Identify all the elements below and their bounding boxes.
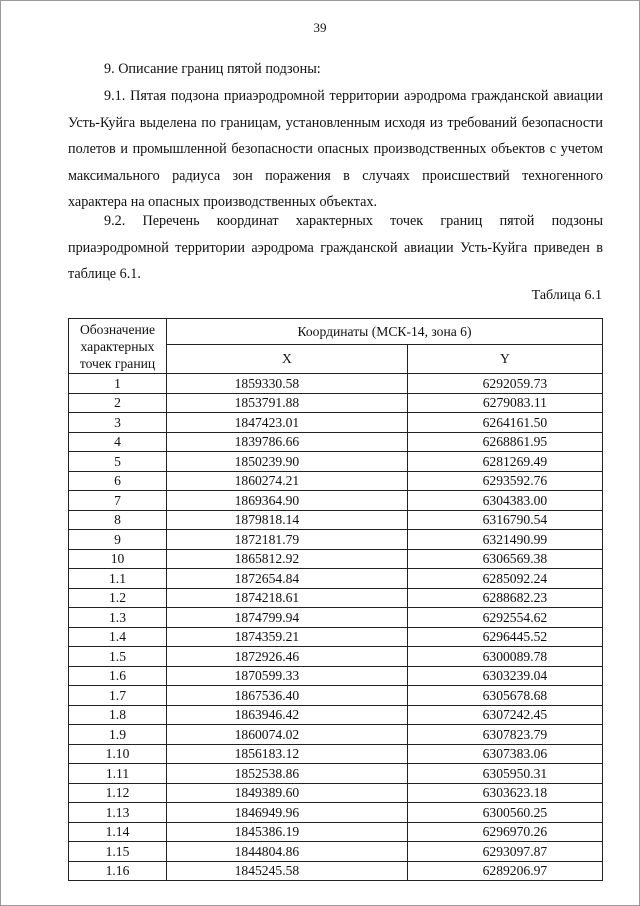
cell-x: 1860274.21	[167, 471, 408, 491]
cell-y: 6279083.11	[407, 393, 602, 413]
cell-x: 1859330.58	[167, 374, 408, 394]
table-row	[69, 510, 603, 530]
cell-x: 1874799.94	[167, 608, 408, 628]
cell-y: 6321490.99	[407, 530, 602, 550]
cell-x: 1849389.60	[167, 783, 408, 803]
cell-point: 1.9	[69, 725, 167, 745]
cell-y: 6305678.68	[407, 686, 602, 706]
cell-point: 1.7	[69, 686, 167, 706]
table-row	[69, 861, 603, 881]
cell-point: 8	[69, 510, 167, 530]
cell-x: 1852538.86	[167, 764, 408, 784]
cell-y: 6296970.26	[407, 822, 602, 842]
cell-x: 1846949.96	[167, 803, 408, 823]
cell-x: 1856183.12	[167, 744, 408, 764]
cell-x: 1839786.66	[167, 432, 408, 452]
cell-point: 1.16	[69, 861, 167, 881]
cell-y: 6288682.23	[407, 588, 602, 608]
cell-y: 6307242.45	[407, 705, 602, 725]
cell-x: 1870599.33	[167, 666, 408, 686]
table-row	[69, 588, 603, 608]
cell-point: 1.2	[69, 588, 167, 608]
cell-point: 5	[69, 452, 167, 472]
cell-y: 6303239.04	[407, 666, 602, 686]
header-x: X	[167, 345, 408, 374]
section-heading: 9. Описание границ пятой подзоны:	[104, 61, 321, 77]
cell-point: 1.14	[69, 822, 167, 842]
cell-point: 3	[69, 413, 167, 433]
table-row	[69, 393, 603, 413]
table-row	[69, 491, 603, 511]
cell-y: 6303623.18	[407, 783, 602, 803]
cell-x: 1863946.42	[167, 705, 408, 725]
cell-y: 6307823.79	[407, 725, 602, 745]
paragraph-9-2: 9.2. Перечень координат характерных точек границ пятой подзоны приаэродромной территории аэродрома гражданской авиации Усть-Куйга приведен в таблице 6.1.	[68, 213, 603, 282]
cell-x: 1872926.46	[167, 647, 408, 667]
cell-point: 1.15	[69, 842, 167, 862]
cell-point: 1	[69, 374, 167, 394]
cell-y: 6296445.52	[407, 627, 602, 647]
table-row	[69, 725, 603, 745]
cell-point: 4	[69, 432, 167, 452]
cell-x: 1845245.58	[167, 861, 408, 881]
cell-point: 1.6	[69, 666, 167, 686]
table-row	[69, 413, 603, 433]
cell-x: 1850239.90	[167, 452, 408, 472]
cell-point: 6	[69, 471, 167, 491]
table-row	[69, 569, 603, 589]
cell-point: 1.10	[69, 744, 167, 764]
table-row	[69, 530, 603, 550]
cell-y: 6316790.54	[407, 510, 602, 530]
cell-y: 6264161.50	[407, 413, 602, 433]
cell-x: 1874359.21	[167, 627, 408, 647]
table-row	[69, 608, 603, 628]
table-row	[69, 627, 603, 647]
cell-x: 1860074.02	[167, 725, 408, 745]
cell-y: 6289206.97	[407, 861, 602, 881]
table-row	[69, 842, 603, 862]
cell-x: 1879818.14	[167, 510, 408, 530]
cell-y: 6281269.49	[407, 452, 602, 472]
table-row	[69, 374, 603, 394]
table-row	[69, 432, 603, 452]
cell-y: 6292059.73	[407, 374, 602, 394]
cell-y: 6305950.31	[407, 764, 602, 784]
cell-x: 1872181.79	[167, 530, 408, 550]
table-caption: Таблица 6.1	[531, 288, 602, 303]
table-row	[69, 686, 603, 706]
header-y: Y	[407, 345, 602, 374]
page-number: 39	[313, 20, 327, 35]
cell-y: 6307383.06	[407, 744, 602, 764]
cell-y: 6300089.78	[407, 647, 602, 667]
header-coordinates: Координаты (МСК-14, зона 6)	[167, 319, 603, 345]
cell-point: 10	[69, 549, 167, 569]
cell-x: 1844804.86	[167, 842, 408, 862]
table-row	[69, 822, 603, 842]
coordinates-table	[68, 318, 603, 881]
cell-x: 1869364.90	[167, 491, 408, 511]
table-row	[69, 783, 603, 803]
cell-point: 1.11	[69, 764, 167, 784]
table-row	[69, 452, 603, 472]
cell-y: 6293592.76	[407, 471, 602, 491]
cell-point: 1.3	[69, 608, 167, 628]
cell-x: 1845386.19	[167, 822, 408, 842]
cell-x: 1872654.84	[167, 569, 408, 589]
cell-x: 1847423.01	[167, 413, 408, 433]
table-body	[69, 374, 603, 881]
table-row	[69, 705, 603, 725]
cell-x: 1874218.61	[167, 588, 408, 608]
table-row	[69, 666, 603, 686]
cell-y: 6300560.25	[407, 803, 602, 823]
cell-point: 1.5	[69, 647, 167, 667]
cell-point: 1.1	[69, 569, 167, 589]
header-points: Обозначение характерных точек границ	[69, 319, 167, 374]
table-row	[69, 549, 603, 569]
table-row	[69, 764, 603, 784]
cell-y: 6268861.95	[407, 432, 602, 452]
cell-x: 1865812.92	[167, 549, 408, 569]
table-row	[69, 744, 603, 764]
cell-point: 2	[69, 393, 167, 413]
table-row	[69, 647, 603, 667]
cell-y: 6304383.00	[407, 491, 602, 511]
cell-point: 9	[69, 530, 167, 550]
cell-y: 6292554.62	[407, 608, 602, 628]
cell-point: 7	[69, 491, 167, 511]
cell-point: 1.8	[69, 705, 167, 725]
cell-y: 6285092.24	[407, 569, 602, 589]
cell-x: 1853791.88	[167, 393, 408, 413]
paragraph-9-1: 9.1. Пятая подзона приаэродромной территории аэродрома гражданской авиации Усть-Куйга выделена по границам, установленным исходя из требований безопасности полетов и промышленной безопасности опасных производственных объектов с учетом максимального радиуса зон поражения в случаях происшествий техногенного характера на опасных производственных объектах.	[68, 88, 603, 210]
cell-point: 1.12	[69, 783, 167, 803]
cell-y: 6293097.87	[407, 842, 602, 862]
cell-y: 6306569.38	[407, 549, 602, 569]
table-row	[69, 471, 603, 491]
cell-point: 1.4	[69, 627, 167, 647]
cell-x: 1867536.40	[167, 686, 408, 706]
table-row	[69, 803, 603, 823]
cell-point: 1.13	[69, 803, 167, 823]
